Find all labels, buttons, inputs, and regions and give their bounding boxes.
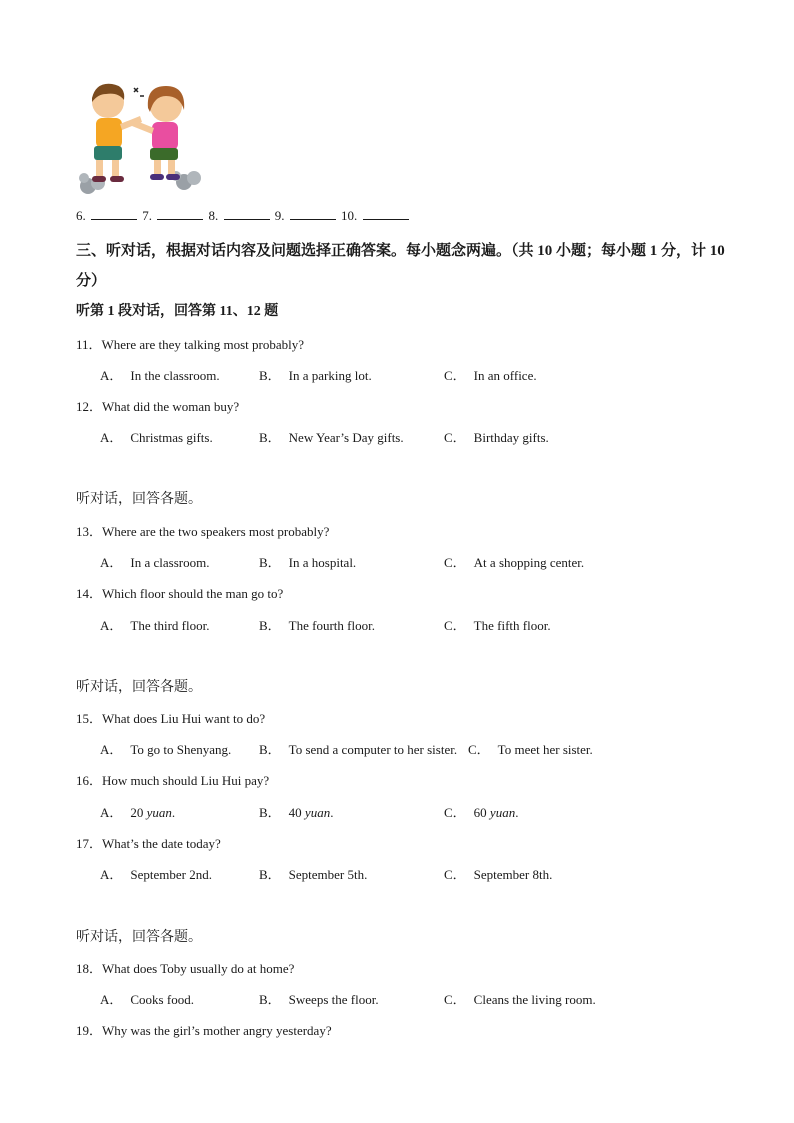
question-16-stem: 16．How much should Liu Hui pay?	[76, 773, 270, 788]
option-text: September 5th.	[288, 867, 368, 882]
option-unit: yuan	[304, 805, 331, 820]
q14-option-c[interactable]	[444, 615, 551, 634]
option-letter: B．	[259, 430, 281, 445]
dust-cloud-right	[171, 171, 201, 190]
q13-option-b[interactable]	[259, 552, 356, 571]
blank-label-8: 8.	[208, 208, 219, 223]
option-amount: 40	[288, 805, 305, 820]
question-15-stem: 15．What does Liu Hui want to do?	[76, 711, 266, 726]
q18-option-b[interactable]	[259, 989, 379, 1008]
q17-option-c[interactable]	[444, 864, 552, 883]
option-text: Cooks food.	[130, 992, 194, 1007]
option-text: In an office.	[473, 368, 537, 383]
q12-option-c[interactable]	[444, 427, 549, 446]
option-letter: C．	[444, 618, 466, 633]
option-text: In a classroom.	[130, 555, 210, 570]
question-11-stem: 11．Where are they talking most probably?	[76, 337, 305, 352]
option-text: New Year’s Day gifts.	[288, 430, 404, 445]
question-17-stem: 17．What’s the date today?	[76, 836, 221, 851]
option-letter: B．	[259, 555, 281, 570]
q16-option-c[interactable]	[444, 802, 518, 821]
dialog-2-heading: 听对话，回答各题。	[76, 492, 202, 507]
option-letter: A．	[100, 742, 123, 757]
option-unit: yuan	[489, 805, 516, 820]
option-letter: B．	[259, 992, 281, 1007]
question-14-stem: 14．Which floor should the man go to?	[76, 586, 284, 601]
q13-option-c[interactable]	[444, 552, 584, 571]
blank-label-7: 7.	[142, 208, 152, 223]
option-letter: A．	[100, 867, 123, 882]
option-letter: B．	[259, 867, 281, 882]
q13-option-a[interactable]	[100, 552, 209, 571]
option-letter: B．	[259, 742, 281, 757]
question-18-stem: 18．What does Toby usually do at home?	[76, 961, 295, 976]
option-text: The third floor.	[130, 618, 210, 633]
option-unit: yuan	[146, 805, 172, 820]
dialog-1-heading: 听第 1 段对话，回答第 11、12 题	[76, 304, 279, 319]
option-text: In the classroom.	[130, 368, 220, 383]
q14-option-a[interactable]	[100, 615, 209, 634]
q15-option-c[interactable]	[468, 739, 593, 758]
q16-option-a[interactable]	[100, 802, 175, 821]
option-text: To go to Shenyang.	[130, 742, 232, 757]
question-12-stem: 12．What did the woman buy?	[76, 399, 240, 414]
option-letter: C．	[468, 742, 490, 757]
option-text: Birthday gifts.	[473, 430, 549, 445]
option-end: .	[515, 805, 519, 820]
question-13-stem: 13．Where are the two speakers most probably?	[76, 524, 330, 539]
q18-option-c[interactable]	[444, 989, 596, 1008]
option-letter: A．	[100, 992, 123, 1007]
q15-option-a[interactable]	[100, 739, 231, 758]
blank-label-6: 6.	[76, 208, 86, 223]
option-amount: 20	[130, 805, 147, 820]
q15-option-b[interactable]	[259, 739, 457, 758]
q12-option-b[interactable]	[259, 427, 404, 446]
option-text: In a hospital.	[288, 555, 357, 570]
option-text: September 2nd.	[130, 867, 212, 882]
blank-label-9: 9.	[274, 208, 285, 223]
girl-figure	[132, 86, 184, 180]
option-letter: C．	[444, 992, 466, 1007]
blank-7[interactable]	[157, 207, 203, 220]
option-letter: A．	[100, 555, 123, 570]
blank-label-10: 10.	[341, 208, 358, 223]
option-letter: C．	[444, 430, 466, 445]
q11-option-b[interactable]	[259, 365, 372, 384]
blank-8[interactable]	[224, 207, 270, 220]
option-amount: 60	[473, 805, 490, 820]
blank-6[interactable]	[91, 207, 137, 220]
option-text: Cleans the living room.	[473, 992, 596, 1007]
option-letter: B．	[259, 618, 281, 633]
option-letter: C．	[444, 368, 466, 383]
option-letter: C．	[444, 805, 466, 820]
q11-option-c[interactable]	[444, 365, 537, 384]
question-19-stem: 19．Why was the girl’s mother angry yesterday?	[76, 1023, 332, 1038]
option-end: .	[330, 805, 334, 820]
section-3-title: 三、听对话，根据对话内容及问题选择正确答案。每小题念两遍。（共 10 小题；每小题 1 分，计 10 分）	[76, 243, 725, 289]
option-text: At a shopping center.	[473, 555, 585, 570]
option-letter: C．	[444, 867, 466, 882]
answer-blanks-6-10	[76, 207, 411, 224]
option-letter: B．	[259, 805, 281, 820]
q16-option-b[interactable]	[259, 802, 333, 821]
boy-figure	[92, 84, 142, 182]
option-text: Sweeps the floor.	[288, 992, 379, 1007]
option-letter: A．	[100, 368, 123, 383]
q17-option-a[interactable]	[100, 864, 212, 883]
option-text: To send a computer to her sister.	[288, 742, 458, 757]
kids-fighting-illustration	[76, 80, 206, 198]
q17-option-b[interactable]	[259, 864, 367, 883]
option-text: In a parking lot.	[288, 368, 372, 383]
option-letter: A．	[100, 805, 123, 820]
option-end: .	[171, 805, 176, 820]
option-letter: A．	[100, 430, 123, 445]
option-letter: A．	[100, 618, 123, 633]
dialog-3-heading: 听对话，回答各题。	[76, 680, 202, 695]
q14-option-b[interactable]	[259, 615, 375, 634]
option-text: The fifth floor.	[473, 618, 551, 633]
anger-mark-icon	[134, 88, 144, 96]
blank-9[interactable]	[290, 207, 336, 220]
q18-option-a[interactable]	[100, 989, 194, 1008]
q12-option-a[interactable]	[100, 427, 213, 446]
option-text: Christmas gifts.	[130, 430, 213, 445]
option-text: To meet her sister.	[497, 742, 593, 757]
option-letter: B．	[259, 368, 281, 383]
option-text: September 8th.	[473, 867, 553, 882]
q11-option-a[interactable]	[100, 365, 220, 384]
dialog-4-heading: 听对话，回答各题。	[76, 930, 202, 945]
blank-10[interactable]	[363, 207, 409, 220]
option-text: The fourth floor.	[288, 618, 375, 633]
option-letter: C．	[444, 555, 466, 570]
